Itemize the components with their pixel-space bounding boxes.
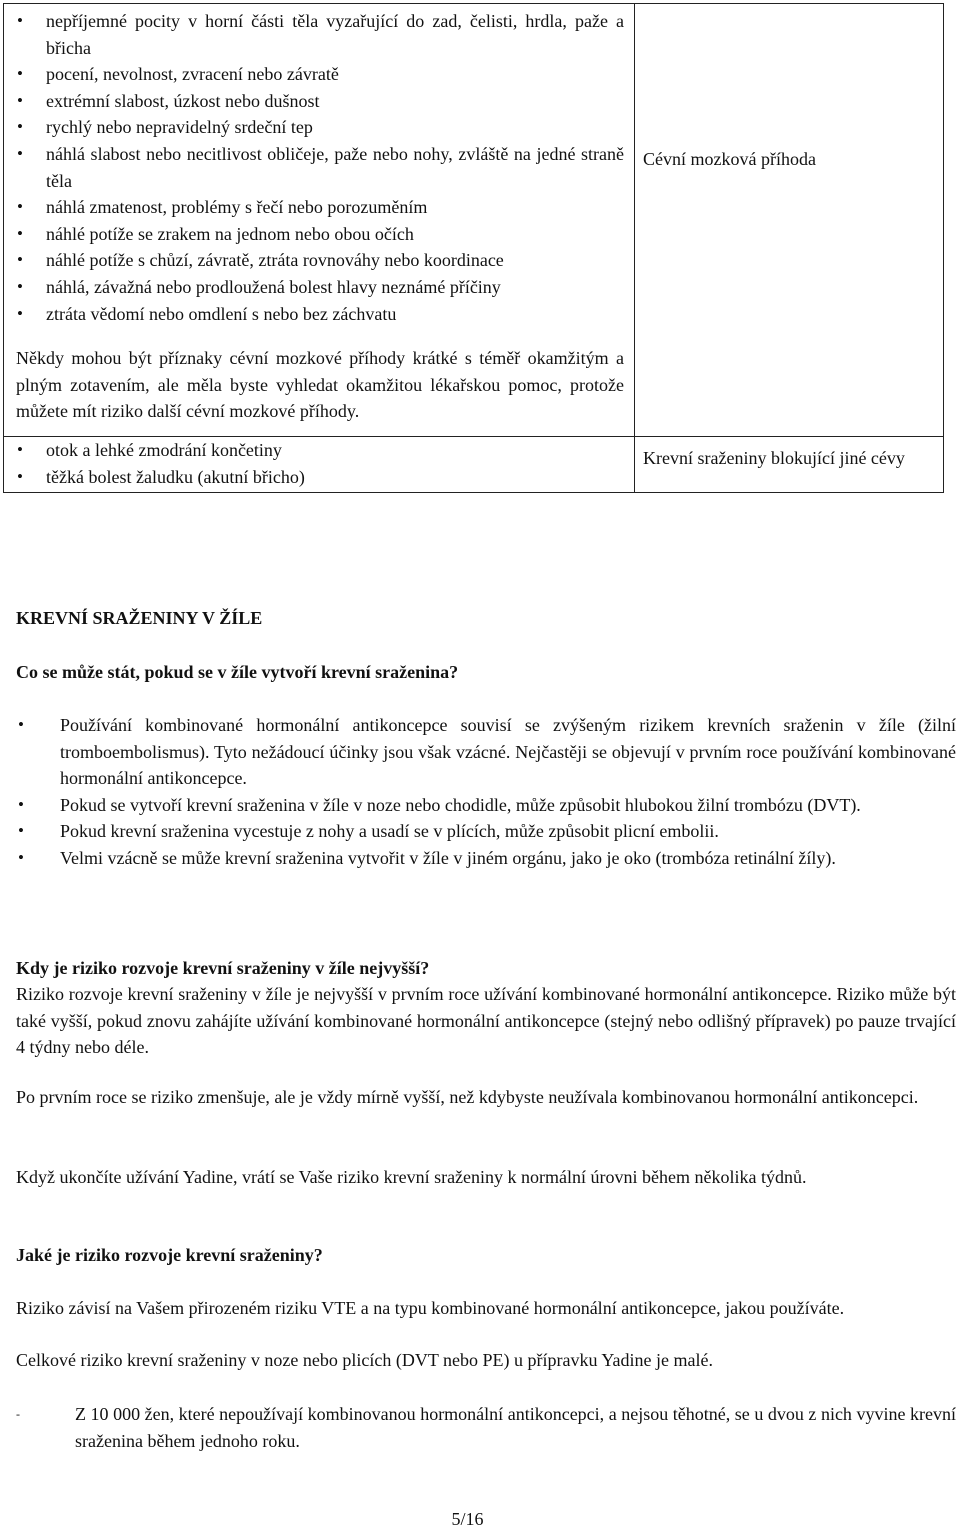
- risk-list: [16, 712, 956, 872]
- paragraph: Riziko rozvoje krevní sraženiny v žíle je nejvyšší v prvním roce užívání kombinované hormonální antikoncepce. Riziko může být také vyšší, pokud znovu zahájíte užívání kombinované hormonální antikoncepce (stejný nebo odlišný přípravek) po pauze trvající 4 týdny nebo déle.: [16, 984, 956, 1058]
- list-item: • náhlá slabost nebo necitlivost obličeje, paže nebo nohy, zvláště na jedné straně těla: [16, 141, 624, 194]
- page-number: 5/16: [451, 1509, 484, 1529]
- dash-list-item: [16, 1401, 956, 1454]
- condition-cell: [635, 4, 944, 437]
- section-title: KREVNÍ SRAŽENINY V ŽÍLE: [16, 608, 263, 628]
- list-item: • náhlé potíže s chůzí, závratě, ztráta rovnováhy nebo koordinace: [16, 247, 624, 274]
- list-item: • Velmi vzácně se může krevní sraženina vytvořit v žíle v jiném orgánu, jako je oko (trombóza retinální žíly).: [16, 845, 956, 872]
- list-item: • Používání kombinované hormonální antikoncepce souvisí se zvýšeným rizikem krevních sraženin v žíle (žilní tromboembolismus). Tyto nežádoucí účinky jsou však vzácné. Nejčastěji se objevují v prvním roce používání kombinované hormonální antikoncepce.: [16, 712, 956, 792]
- list-item: • pocení, nevolnost, zvracení nebo závratě: [16, 61, 624, 88]
- list-item: • nepříjemné pocity v horní části těla vyzařující do zad, čelisti, hrdla, paže a břicha: [16, 8, 624, 61]
- condition-cell: [635, 436, 944, 492]
- table-row: [4, 4, 944, 437]
- symptoms-cell: [4, 4, 635, 437]
- list-item: • extrémní slabost, úzkost nebo dušnost: [16, 88, 624, 115]
- list-item: • náhlé potíže se zrakem na jednom nebo obou očích: [16, 221, 624, 248]
- list-item: • ztráta vědomí nebo omdlení s nebo bez záchvatu: [16, 301, 624, 328]
- list-item: • Pokud krevní sraženina vycestuje z nohy a usadí se v plících, může způsobit plicní embolii.: [16, 818, 956, 845]
- dash-item-text: Z 10 000 žen, které nepoužívají kombinovanou hormonální antikoncepci, a nejsou těhotné, se u dvou z nich vyvine krevní sraženina během jednoho roku.: [75, 1404, 956, 1451]
- symptoms-cell: [4, 436, 635, 492]
- question-heading: Jaké je riziko rozvoje krevní sraženiny?: [16, 1245, 323, 1265]
- paragraph: Po prvním roce se riziko zmenšuje, ale je vždy mírně vyšší, než kdybyste neužívala kombinovanou hormonální antikoncepci.: [16, 1087, 919, 1107]
- question-heading: Kdy je riziko rozvoje krevní sraženiny v žíle nejvyšší?: [16, 958, 430, 978]
- symptom-list: [16, 8, 624, 327]
- table-row: [4, 436, 944, 492]
- dash-mark: -: [16, 1407, 20, 1421]
- list-item: • otok a lehké zmodrání končetiny: [16, 437, 624, 464]
- paragraph: Celkové riziko krevní sraženiny v noze nebo plicích (DVT nebo PE) u přípravku Yadine je malé.: [16, 1350, 713, 1370]
- list-item: • těžká bolest žaludku (akutní břicho): [16, 464, 624, 491]
- list-item: • Pokud se vytvoří krevní sraženina v žíle v noze nebo chodidle, může způsobit hlubokou žilní trombózu (DVT).: [16, 792, 956, 819]
- stroke-note: Někdy mohou být příznaky cévní mozkové příhody krátké s téměř okamžitým a plným zotavením, ale měla byste vyhledat okamžitou lékařskou pomoc, protože můžete mít riziko další cévní mozkové příhody.: [16, 348, 624, 422]
- list-item: • rychlý nebo nepravidelný srdeční tep: [16, 114, 624, 141]
- condition-label: Cévní mozková příhoda: [643, 149, 816, 169]
- question-heading: Co se může stát, pokud se v žíle vytvoří krevní sraženina?: [16, 662, 459, 682]
- symptoms-table: [3, 3, 944, 493]
- symptom-list: [16, 437, 624, 490]
- list-item: • náhlá, závažná nebo prodloužená bolest hlavy neznámé příčiny: [16, 274, 624, 301]
- paragraph: Riziko závisí na Vašem přirozeném riziku VTE a na typu kombinované hormonální antikoncepce, jakou používáte.: [16, 1298, 845, 1318]
- paragraph: Když ukončíte užívání Yadine, vrátí se Vaše riziko krevní sraženiny k normální úrovni během několika týdnů.: [16, 1167, 807, 1187]
- list-item: • náhlá zmatenost, problémy s řečí nebo porozuměním: [16, 194, 624, 221]
- condition-label: Krevní sraženiny blokující jiné cévy: [643, 447, 905, 468]
